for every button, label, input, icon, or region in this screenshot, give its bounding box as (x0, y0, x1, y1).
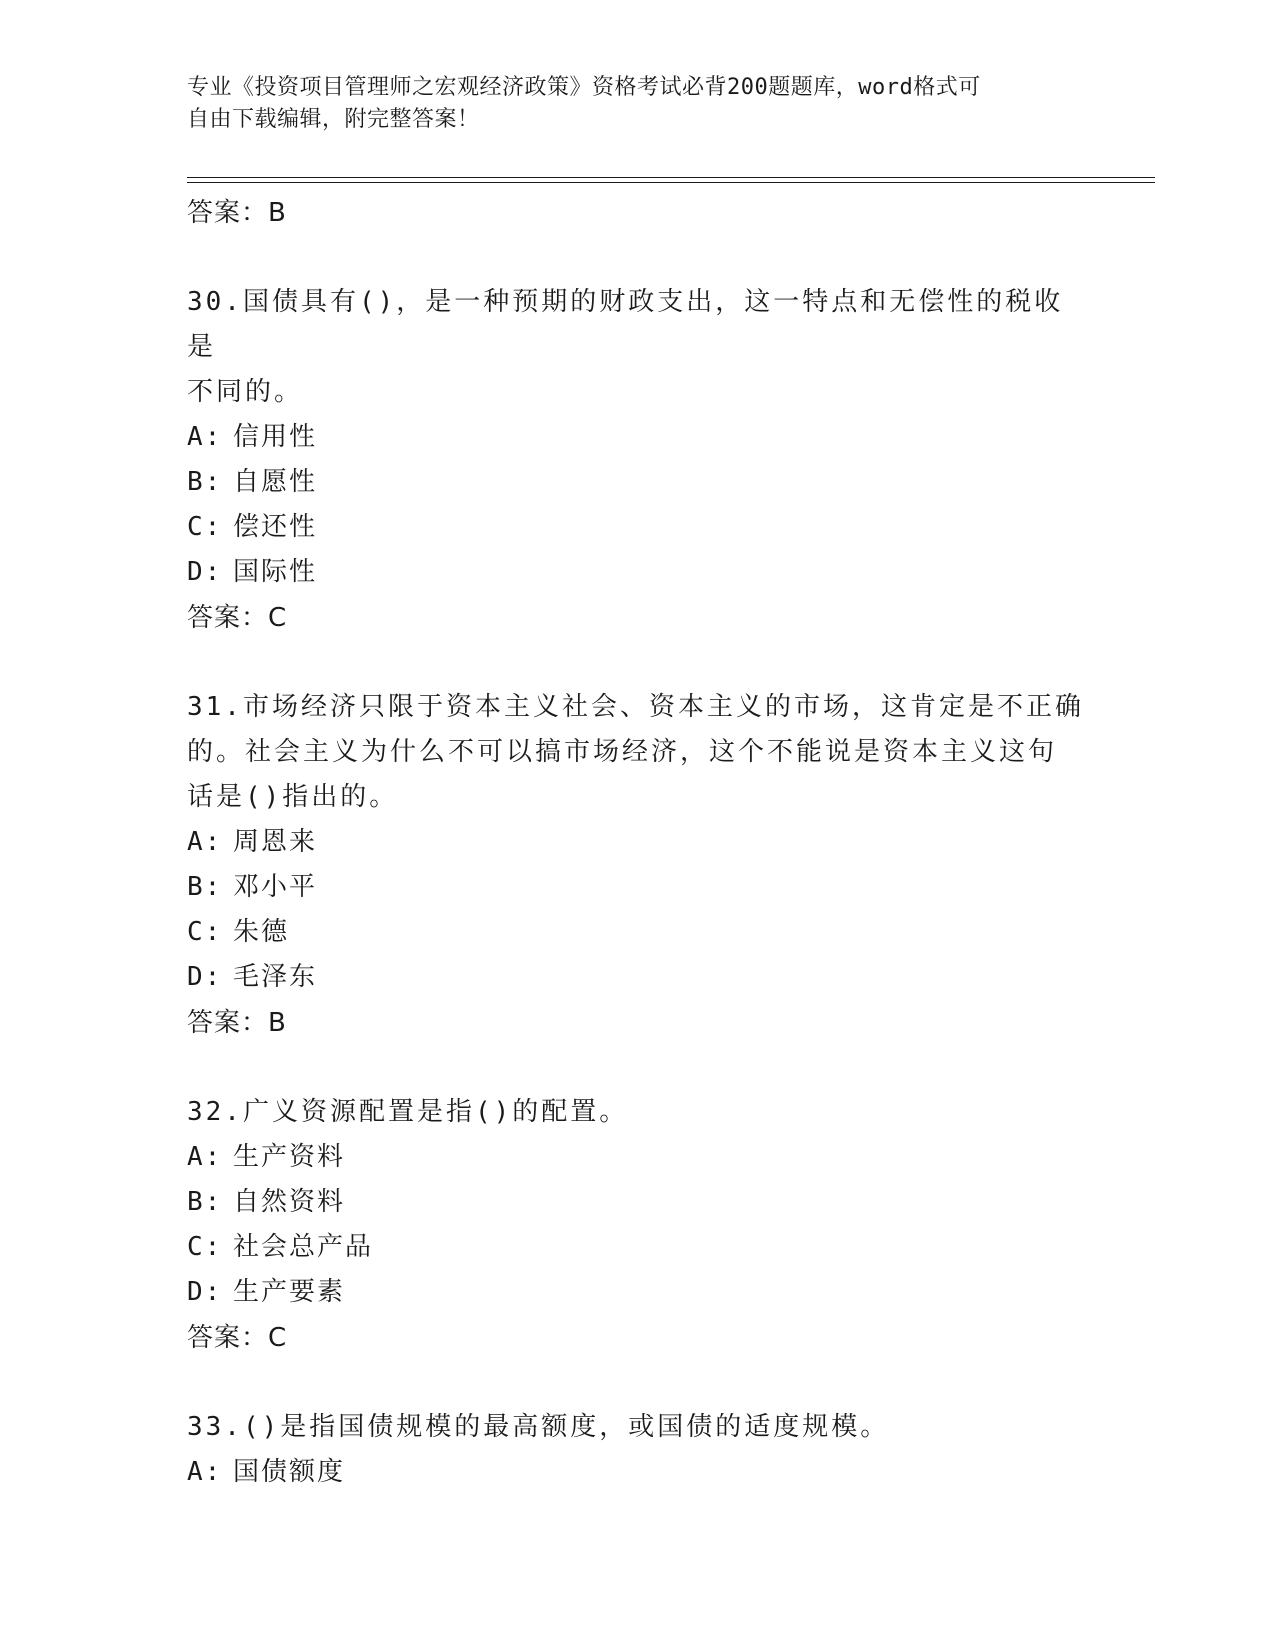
option-d (187, 955, 1087, 1000)
stem-line: 30.国债具有()，是一种预期的财政支出，这一特点和无偿性的税收是 (187, 287, 1064, 362)
option-text: 社会总产品 (233, 1232, 374, 1262)
option-key: A: (187, 1457, 223, 1487)
stem-line: 话是()指出的。 (187, 782, 399, 812)
header-divider-bottom (187, 182, 1155, 183)
answer-line: 答案：C (187, 1323, 288, 1353)
option-b (187, 460, 1087, 505)
option-c (187, 505, 1087, 550)
stem-line: 不同的。 (187, 377, 304, 407)
option-text: 偿还性 (233, 512, 318, 542)
option-key: B: (187, 467, 223, 497)
option-key: A: (187, 1142, 223, 1172)
stem-line: 的。社会主义为什么不可以搞市场经济，这个不能说是资本主义这句 (187, 737, 1058, 767)
page-header (187, 72, 1067, 136)
option-b (187, 865, 1087, 910)
question-stem (187, 280, 1087, 415)
option-key: C: (187, 1232, 223, 1262)
option-a (187, 820, 1087, 865)
option-text: 生产资料 (233, 1142, 346, 1172)
option-text: 自愿性 (233, 467, 318, 497)
option-text: 生产要素 (233, 1277, 346, 1307)
question-31 (187, 685, 1087, 1046)
option-a (187, 1450, 1087, 1495)
question-stem (187, 1405, 1087, 1450)
option-key: D: (187, 1277, 223, 1307)
header-divider-top (187, 177, 1155, 178)
option-key: B: (187, 872, 223, 902)
stem-line: 31.市场经济只限于资本主义社会、资本主义的市场，这肯定是不正确 (187, 692, 1084, 722)
option-b (187, 1180, 1087, 1225)
option-c (187, 910, 1087, 955)
option-a (187, 415, 1087, 460)
option-text: 朱德 (233, 917, 290, 947)
question-32 (187, 1090, 1087, 1361)
header-line-1: 专业《投资项目管理师之宏观经济政策》资格考试必背200题题库，word格式可 (187, 75, 981, 100)
question-stem (187, 1090, 1087, 1135)
option-d (187, 550, 1087, 595)
option-key: B: (187, 1187, 223, 1217)
option-text: 国债额度 (233, 1457, 346, 1487)
option-text: 国际性 (233, 557, 318, 587)
answer-line: 答案：C (187, 603, 288, 633)
option-a (187, 1135, 1087, 1180)
option-key: D: (187, 962, 223, 992)
stem-line: 33.()是指国债规模的最高额度，或国债的适度规模。 (187, 1412, 890, 1442)
question-list (187, 190, 1087, 1495)
header-line-2: 自由下载编辑，附完整答案！ (187, 107, 480, 132)
question-30 (187, 280, 1087, 641)
option-d (187, 1270, 1087, 1315)
answer-line: 答案：B (187, 1008, 287, 1038)
option-text: 自然资料 (233, 1187, 346, 1217)
option-key: C: (187, 917, 223, 947)
option-text: 邓小平 (233, 872, 318, 902)
option-key: A: (187, 827, 223, 857)
option-text: 信用性 (233, 422, 318, 452)
option-key: C: (187, 512, 223, 542)
option-key: D: (187, 557, 223, 587)
question-33 (187, 1405, 1087, 1495)
option-key: A: (187, 422, 223, 452)
option-text: 周恩来 (233, 827, 318, 857)
stem-line: 32.广义资源配置是指()的配置。 (187, 1097, 629, 1127)
previous-answer: 答案：B (187, 198, 287, 228)
question-stem (187, 685, 1087, 820)
option-c (187, 1225, 1087, 1270)
option-text: 毛泽东 (233, 962, 318, 992)
